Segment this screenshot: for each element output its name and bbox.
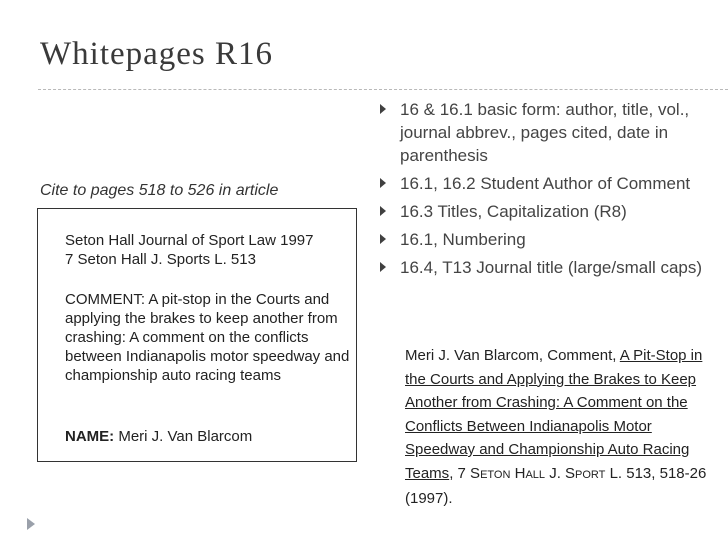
- citation-pages: 513, 518-26: [626, 464, 707, 482]
- arrow-bullet-icon: [380, 206, 386, 216]
- formatted-citation: [405, 344, 723, 511]
- author-name: [65, 427, 355, 446]
- journal-line-1: Seton Hall Journal of Sport Law 1997: [65, 232, 314, 249]
- citation-volume: , 7: [449, 464, 466, 482]
- arrow-bullet-icon: [380, 262, 386, 272]
- slide-title: Whitepages R16: [40, 36, 274, 72]
- comment-title: COMMENT: A pit-stop in the Courts and applying the brakes to keep another from crashing: A comment on the conflicts between Indianapolis motor speedway and championship auto racing teams: [65, 291, 350, 384]
- arrow-bullet-icon: [380, 104, 386, 114]
- bullet-item: 16.3 Titles, Capitalization (R8): [378, 200, 718, 223]
- citation-source-box: [37, 208, 357, 462]
- arrow-bullet-icon: [380, 234, 386, 244]
- name-label: NAME:: [65, 428, 115, 445]
- bullet-item: 16.1, Numbering: [378, 228, 718, 251]
- arrow-bullet-icon: [380, 178, 386, 188]
- citation-author: Meri J. Van Blarcom, Comment,: [405, 347, 617, 364]
- bullet-item: 16.1, 16.2 Student Author of Comment: [378, 172, 718, 195]
- bullet-item: 16 & 16.1 basic form: author, title, vol., journal abbrev., pages cited, date in parenthesis: [378, 98, 718, 167]
- cite-label: Cite to pages 518 to 526 in article: [40, 182, 279, 199]
- name-value: Meri J. Van Blarcom: [118, 428, 253, 445]
- rule-bullet-list: [378, 98, 718, 284]
- journal-line-2: 7 Seton Hall J. Sports L. 513: [65, 251, 256, 268]
- bullet-item: 16.4, T13 Journal title (large/small caps): [378, 256, 718, 279]
- journal-info: [65, 231, 355, 269]
- citation-title: A Pit-Stop in the Courts and Applying the Brakes to Keep Another from Crashing: A Comment on the Conflicts Between Indianapolis Motor Speedway and Championship Auto Racing Teams: [405, 347, 703, 482]
- citation-journal: SETON HALL J. SPORT L.: [470, 464, 623, 482]
- citation-year: (1997).: [405, 490, 453, 507]
- title-divider: [38, 89, 728, 90]
- slide-footer-arrow-icon: [27, 518, 35, 530]
